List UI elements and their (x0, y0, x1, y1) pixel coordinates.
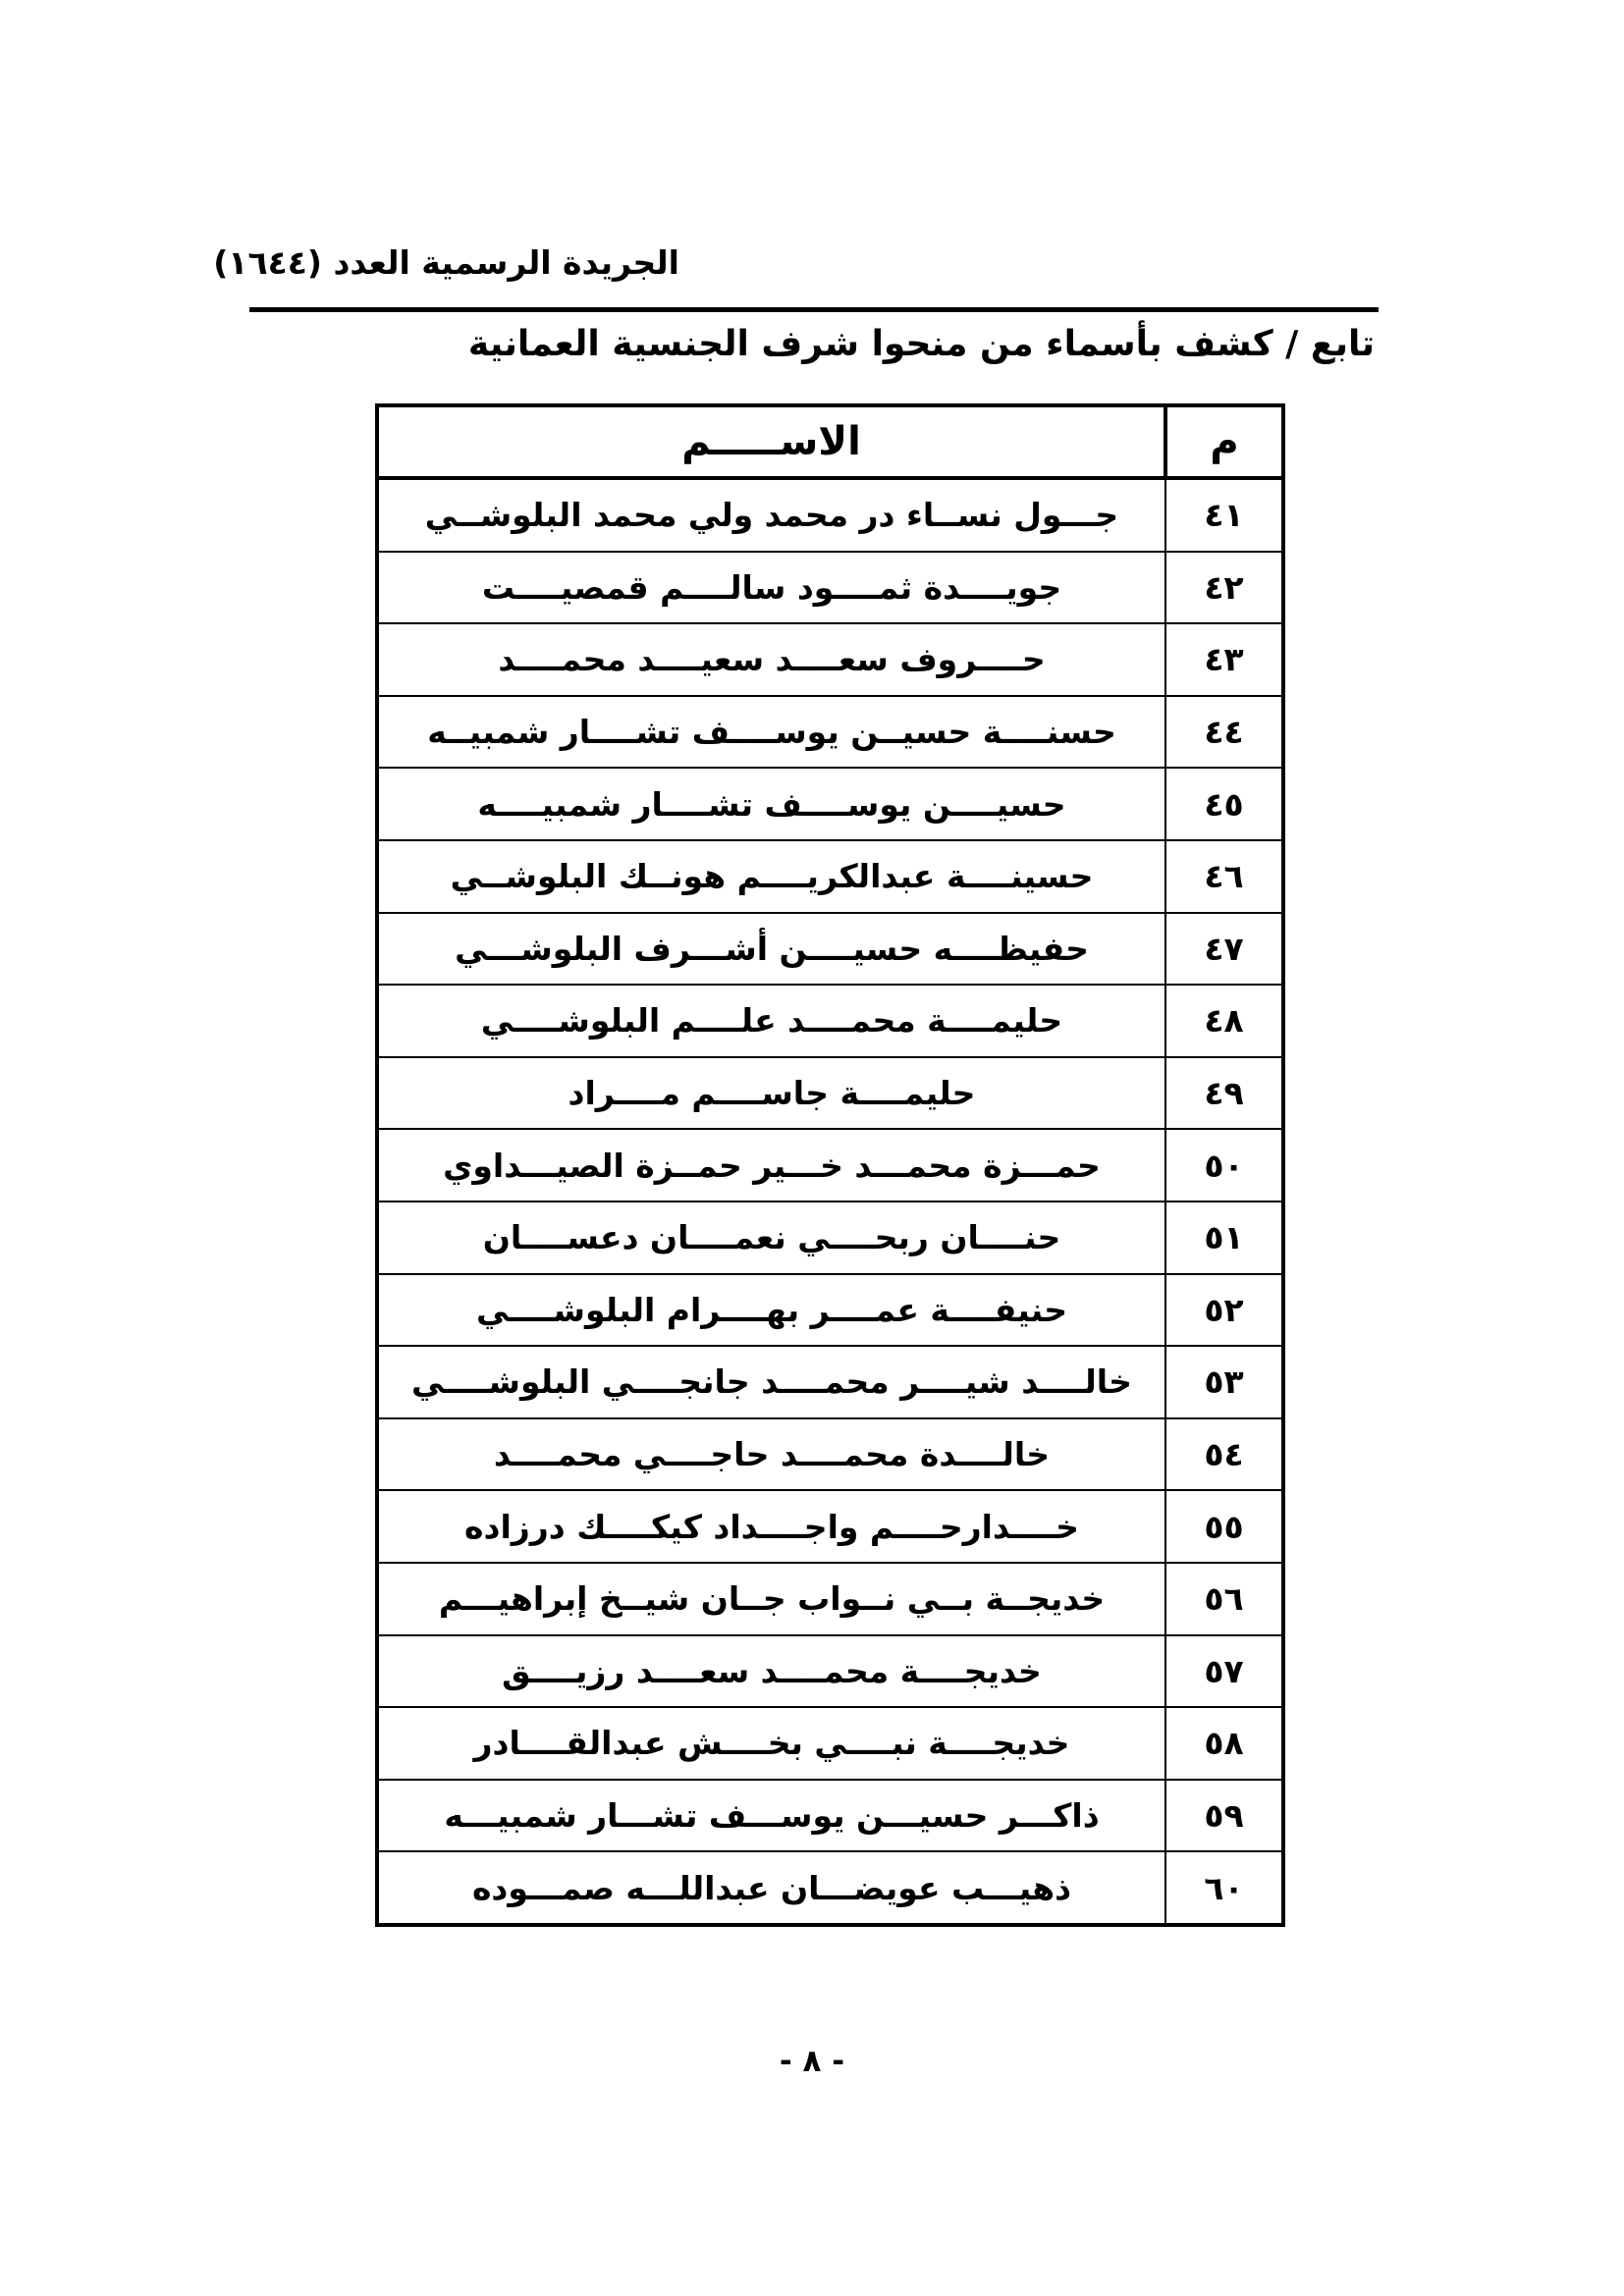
column-header-name: الاســـــم (377, 405, 1165, 478)
row-number: ٤٩ (1165, 1057, 1283, 1130)
row-name: حنــــان ربحــــي نعمــــان دعســــان (377, 1201, 1165, 1274)
table-row (377, 913, 1283, 986)
row-number: ٦٠ (1165, 1851, 1283, 1925)
row-number: ٤٥ (1165, 768, 1283, 840)
row-name: حسنــــة حسيــن يوســــف تشــــار شمبيــه (377, 696, 1165, 769)
names-table (375, 403, 1285, 1927)
row-number: ٥٠ (1165, 1129, 1283, 1201)
row-name: خديجــــة محمــــد سعــــد رزيــــق (377, 1635, 1165, 1708)
row-number: ٤٤ (1165, 696, 1283, 769)
table-row (377, 1635, 1283, 1708)
row-number: ٤٢ (1165, 552, 1283, 624)
row-number: ٥٢ (1165, 1274, 1283, 1347)
row-name: حسيــــن يوســــف تشــــار شمبيــــه (377, 768, 1165, 840)
row-name: خديجــــة نبــــي بخــــش عبدالقــــادر (377, 1707, 1165, 1780)
table-row (377, 840, 1283, 913)
row-number: ٥٥ (1165, 1490, 1283, 1563)
row-name: حليمــــة محمــــد علــــم البلوشــــي (377, 985, 1165, 1057)
row-number: ٤٦ (1165, 840, 1283, 913)
row-name: حمـــزة محمـــد خـــير حمــزة الصيـــداوي (377, 1129, 1165, 1201)
row-name: حفيظــــه حسيــــن أشـــرف البلوشـــي (377, 913, 1165, 986)
table-row (377, 1418, 1283, 1491)
row-number: ٥٨ (1165, 1707, 1283, 1780)
table-row (377, 1057, 1283, 1130)
table-row (377, 1780, 1283, 1852)
row-number: ٥٧ (1165, 1635, 1283, 1708)
table-row (377, 552, 1283, 624)
table-row (377, 696, 1283, 769)
row-number: ٥٤ (1165, 1418, 1283, 1491)
row-number: ٥٦ (1165, 1563, 1283, 1635)
gazette-masthead: الجريدة الرسمية العدد (١٦٤٤) (213, 243, 679, 282)
row-number: ٤١ (1165, 478, 1283, 552)
row-number: ٤٣ (1165, 623, 1283, 696)
table-row (377, 1707, 1283, 1780)
row-number: ٤٨ (1165, 985, 1283, 1057)
row-name: خالــــدة محمــــد حاجــــي محمــــد (377, 1418, 1165, 1491)
table-row (377, 1201, 1283, 1274)
column-header-number: م (1165, 405, 1283, 478)
table-row (377, 768, 1283, 840)
row-name: حــــروف سعــــد سعيــــد محمــــد (377, 623, 1165, 696)
table-row (377, 1346, 1283, 1418)
table-row (377, 985, 1283, 1057)
row-name: ذهيـــب عويضـــان عبداللـــه صمـــوده (377, 1851, 1165, 1925)
row-number: ٥٣ (1165, 1346, 1283, 1418)
table-row (377, 623, 1283, 696)
row-name: ذاكـــر حسيـــن يوســـف تشـــار شمبيـــه (377, 1780, 1165, 1852)
table-header-row (377, 405, 1283, 478)
table-row (377, 1563, 1283, 1635)
row-name: خالــــد شيــــر محمــــد جانجــــي البلوشــــي (377, 1346, 1165, 1418)
row-number: ٤٧ (1165, 913, 1283, 986)
row-name: خــــدارحــــم واجــــداد كيكــــك درزاده (377, 1490, 1165, 1563)
row-name: جـــول نســاء در محمد ولي محمد البلوشــي (377, 478, 1165, 552)
row-name: خديجــة بــي نــواب جــان شيــخ إبراهيـــم (377, 1563, 1165, 1635)
row-name: حسينــــة عبدالكريــــم هونــك البلوشــي (377, 840, 1165, 913)
row-name: جويــــدة ثمــــود سالــــم قمصيــــت (377, 552, 1165, 624)
row-name: حنيفــــة عمــــر بهــــرام البلوشــــي (377, 1274, 1165, 1347)
table-row (377, 1851, 1283, 1925)
table-row (377, 1274, 1283, 1347)
table-row (377, 1129, 1283, 1201)
header-rule (249, 307, 1379, 312)
table-row (377, 478, 1283, 552)
row-number: ٥٩ (1165, 1780, 1283, 1852)
page-number: - ٨ - (779, 2044, 845, 2079)
row-number: ٥١ (1165, 1201, 1283, 1274)
page-title: تابع / كشف بأسماء من منحوا شرف الجنسية العمانية (467, 324, 1375, 364)
table-row (377, 1490, 1283, 1563)
row-name: حليمــــة جاســــم مــــراد (377, 1057, 1165, 1130)
